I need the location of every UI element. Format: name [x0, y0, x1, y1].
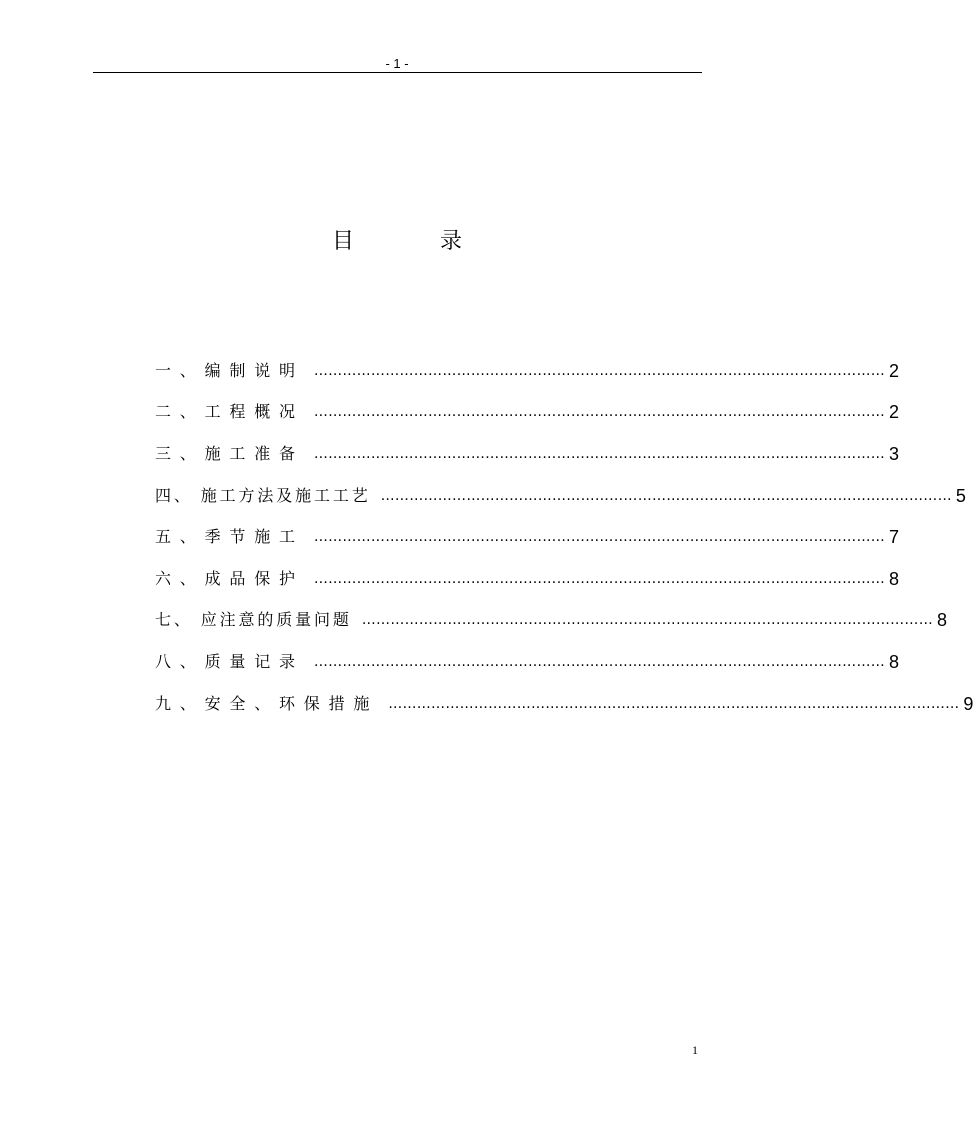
header-page-marker: - 1 - — [385, 56, 409, 71]
toc-entry-label: 二、工程概况 — [155, 402, 304, 422]
toc-entry-page: 2 — [889, 402, 900, 423]
toc-list — [155, 350, 973, 724]
toc-entry-label: 一、编制说明 — [155, 360, 304, 380]
toc-entry-page: 9 — [963, 693, 973, 714]
toc-entry-leader: ………………………………………………………………………………………………………… — [313, 404, 886, 421]
toc-entry-leader: ………………………………………………………………………………………………………… — [313, 445, 886, 462]
toc-entry-page: 8 — [936, 610, 947, 631]
toc-entry-label: 三、施工准备 — [155, 443, 304, 463]
toc-entry-leader: ………………………………………………………………………………………………………… — [313, 653, 886, 670]
toc-title-char-2: 录 — [440, 229, 463, 254]
toc-entry-page: 7 — [889, 527, 900, 548]
toc-entry-label: 五、季节施工 — [155, 527, 304, 547]
toc-entry-page: 5 — [955, 485, 966, 506]
toc-entry-label: 八、质量记录 — [155, 651, 304, 671]
footer-page-number: 1 — [692, 1043, 698, 1057]
toc-entry-leader: ………………………………………………………………………………………………………… — [313, 570, 886, 587]
toc-entry-leader: ………………………………………………………………………………………………………… — [388, 695, 960, 712]
toc-entry-2[interactable] — [155, 392, 900, 434]
toc-entry-leader: ………………………………………………………………………………………………………… — [380, 487, 952, 504]
toc-entry-page: 2 — [889, 360, 900, 381]
toc-title — [0, 226, 794, 258]
toc-entry-6[interactable] — [155, 558, 900, 600]
toc-entry-page: 3 — [889, 443, 900, 464]
toc-entry-leader: ………………………………………………………………………………………………………… — [313, 529, 886, 546]
toc-entry-3[interactable] — [155, 433, 900, 475]
toc-entry-page: 8 — [889, 651, 900, 672]
toc-entry-leader: ………………………………………………………………………………………………………… — [361, 612, 933, 629]
toc-entry-label: 七、 应注意的质量问题 — [155, 610, 352, 630]
toc-entry-9[interactable] — [155, 683, 973, 725]
toc-entry-1[interactable] — [155, 350, 900, 392]
toc-entry-7[interactable] — [155, 600, 947, 642]
toc-entry-leader: ………………………………………………………………………………………………………… — [313, 362, 886, 379]
toc-entry-label: 六、成品保护 — [155, 568, 304, 588]
toc-entry-4[interactable] — [155, 475, 966, 517]
toc-entry-8[interactable] — [155, 641, 900, 683]
toc-title-char-1: 目 — [332, 229, 355, 254]
header-rule — [93, 72, 702, 73]
toc-entry-5[interactable] — [155, 516, 900, 558]
toc-entry-page: 8 — [889, 568, 900, 589]
toc-entry-label: 九、安全、环保措施 — [155, 693, 379, 713]
toc-entry-label: 四、 施工方法及施工工艺 — [155, 485, 371, 505]
